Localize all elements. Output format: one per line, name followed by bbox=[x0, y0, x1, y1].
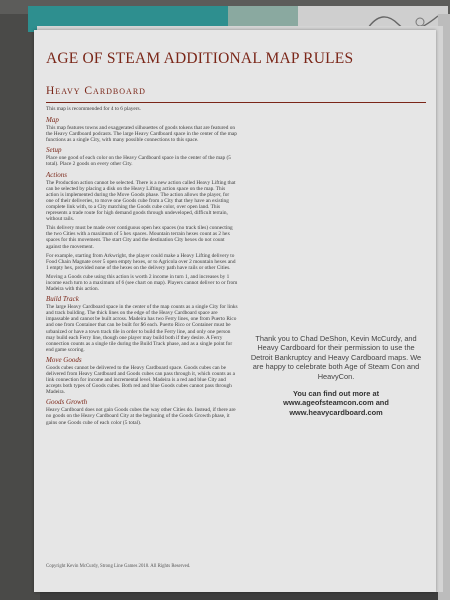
section-text: The Production action cannot be selected. There is a new action called Heavy Lifting that can be selected by placing a disk on the Heavy Lifting action space on the map. This action is implemented during the Move Goods phase. The action allows the player, for one of their deliveries, to move one Goods cube from a City that they have an existing complete link with, to a City matching the Goods cube color, over open land. This represents a trade route for high demand goods through undeveloped, difficult terrain, without rails. bbox=[46, 179, 236, 223]
page-title: AGE OF STEAM ADDITIONAL MAP RULES bbox=[46, 50, 354, 67]
copyright-footer: Copyright Kevin McCurdy, Strong Line Games 2018. All Rights Reserved. bbox=[46, 564, 191, 569]
section-heading-goods-growth: Goods Growth bbox=[46, 398, 88, 407]
section-text: This map features towns and exaggerated silhouettes of goods tokens that are featured on the Heavy Cardboard podcasts. The large Heavy Cardboard space in the center of the map functions as a single City, with many possible connections to this space. bbox=[46, 125, 237, 144]
intro-text: This map is recommended for 4 to 6 players. bbox=[46, 106, 141, 112]
rules-column bbox=[46, 106, 238, 429]
more-info bbox=[248, 389, 424, 417]
more-info-text: You can find out more at bbox=[292, 389, 380, 399]
section-heading-actions: Actions bbox=[46, 170, 67, 179]
thanks-block bbox=[248, 334, 424, 417]
page-subtitle: Heavy Cardboard bbox=[46, 85, 146, 97]
section-text: Place one good of each color on the Heavy Cardboard space in the center of the map (5 total). Place 2 goods on every other City. bbox=[46, 155, 231, 168]
link-ageofsteamcon[interactable]: www.ageofsteamcon.com and bbox=[283, 398, 389, 408]
thanks-message: Thank you to Chad DeShon, Kevin McCurdy, and Heavy Cardboard for their permission to use the Detroit Bankruptcy and Heavy Cardboard maps. We are happy to celebrate both Age of Steam Con and HeavyCon. bbox=[250, 334, 422, 381]
section-heading-setup: Setup bbox=[46, 146, 62, 155]
section-text: Moving a Goods cube using this action is worth 2 income in turn 1, and increases by 1 income each turn to a maximum of 6 (see chart on map). Players cannot deliver to or from Madeira with this action. bbox=[46, 273, 238, 293]
section-text: For example, starting from Arkwright, the player could make a Heavy Lifting delivery to Food Chain Magnate over 5 open empty hexes, or to Agricola over 2 mountain hexes and 1 empty hex, provided none of the hexes on the delivery path have rails or other Cities. bbox=[46, 252, 236, 271]
rules-sheet bbox=[34, 30, 436, 592]
section-text: The large Heavy Cardboard space in the center of the map counts as a single City for links and track building. The thick lines on the edge of the Heavy Cardboard space are impassable and cannot be built across. Madeira has two Ferry lines, one from Puerto Rico and one from Container that can be built for $6 each. Puerto Rico or Container must be urbanized or have a town track tile in order to build the Ferry line, and only one person may build each Ferry line, though one player may build both if they desire. A Ferry connection counts as a single tile during the Build Track phase, and as a single point for end game scoring. bbox=[46, 304, 238, 353]
section-text: Goods cubes cannot be delivered to the Heavy Cardboard space. Goods cubes can be delivered from Heavy Cardboard and Goods cubes can pass through it, which counts as a link connection for income and incremental level. Madeira is a red and blue City and accepts both types of Goods cubes. Both red and blue Goods cubes cannot pass through Madeira. bbox=[46, 364, 236, 396]
section-text: This delivery must be made over contiguous open hex spaces (no track tiles) connecting the two Cities with a maximum of 5 hex spaces. Mountain terrain hexes count as 2 hex spaces for this movement. The start City and the destination City hexes do not count against the movement. bbox=[46, 225, 233, 250]
section-heading-build-track: Build Track bbox=[46, 295, 79, 304]
section-text: Heavy Cardboard does not gain Goods cubes the way other Cities do. Instead, if there are no goods on the Heavy Cardboard City at the beginning of the Goods Growth phase, it gains one Goods cube of each color (5 total). bbox=[46, 407, 236, 426]
section-heading-move-goods: Move Goods bbox=[46, 355, 82, 364]
section-heading-map: Map bbox=[46, 116, 59, 125]
title-divider bbox=[46, 102, 426, 103]
link-heavycardboard[interactable]: www.heavycardboard.com bbox=[289, 407, 383, 417]
